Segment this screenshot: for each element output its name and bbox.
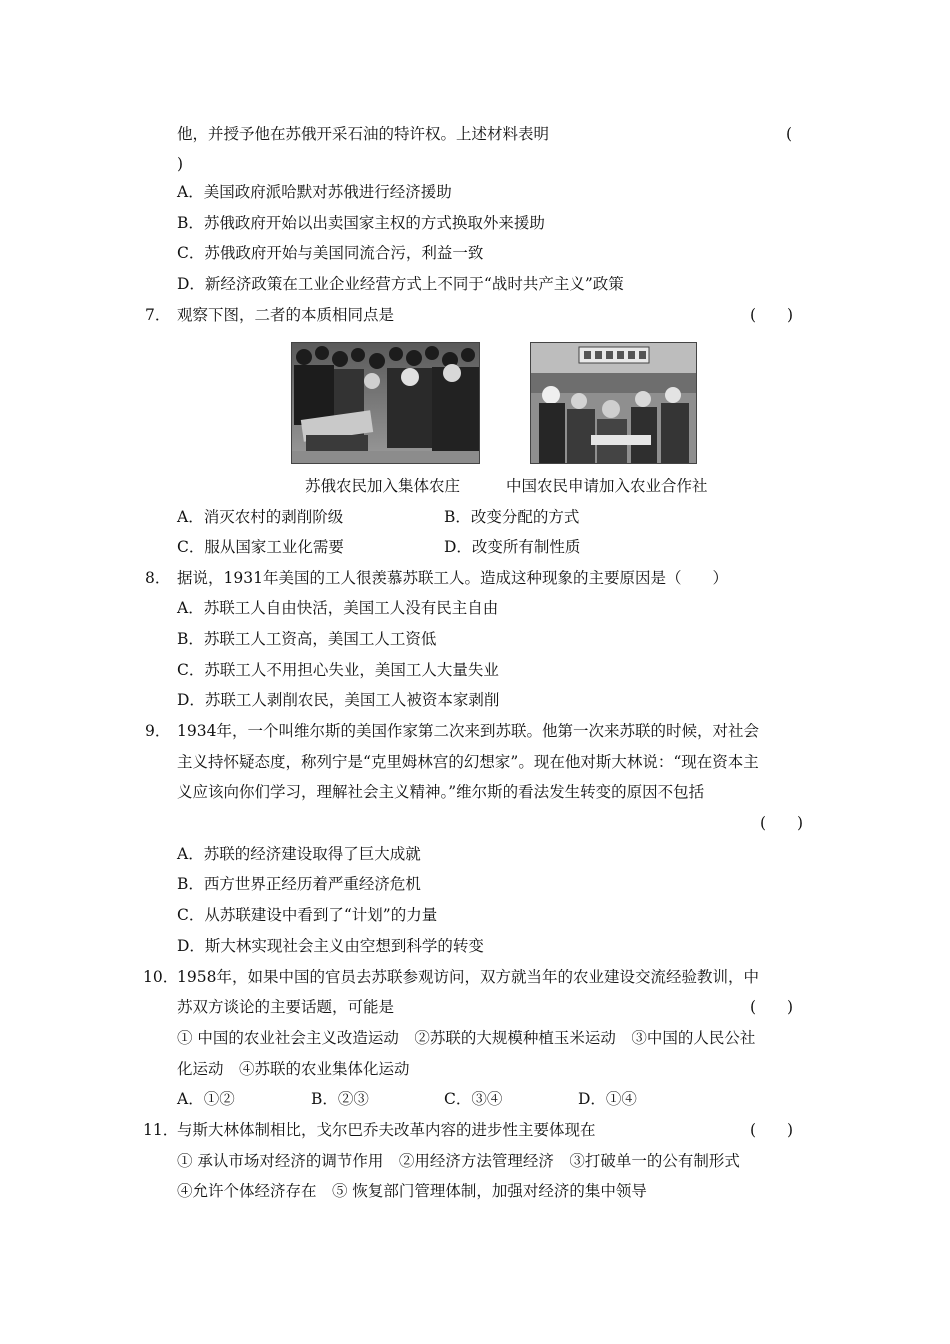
q11-items-line1: ① 承认市场对经济的调节作用 ②用经济方法管理经济 ③打破单一的公有制形式 (177, 1152, 740, 1170)
q10-option-c: C．③④ (444, 1090, 503, 1108)
q10-stem-line2: 苏双方谈论的主要话题，可能是 (177, 998, 395, 1016)
q9-option-c: C．从苏联建设中看到了“计划”的力量 (177, 906, 438, 924)
q10-items-line2: 化运动 ④苏联的农业集体化运动 (177, 1060, 410, 1078)
q8-option-c: C．苏联工人不用担心失业，美国工人大量失业 (177, 661, 499, 679)
q7-answer-paren: ( ) (750, 306, 794, 324)
q10-option-a: A．①② (177, 1090, 235, 1108)
q7-option-d: D．改变所有制性质 (444, 538, 581, 556)
q9-stem-line3: 义应该向你们学习，理解社会主义精神。”维尔斯的看法发生转变的原因不包括 (177, 783, 705, 801)
photo-chinese-cooperative (530, 342, 697, 464)
q10-option-b: B．②③ (311, 1090, 369, 1108)
q9-option-b: B．西方世界正经历着严重经济危机 (177, 875, 421, 893)
q11-number: 11． (143, 1121, 179, 1139)
q11-stem: 与斯大林体制相比，戈尔巴乔夫改革内容的进步性主要体现在 (177, 1121, 596, 1139)
q10-stem-line1: 1958年，如果中国的官员去苏联参观访问，双方就当年的农业建设交流经验教训，中 (177, 968, 759, 986)
q10-answer-paren: ( ) (750, 998, 794, 1016)
q9-option-d: D．斯大林实现社会主义由空想到科学的转变 (177, 937, 484, 955)
photo-soviet-collective-farm (291, 342, 480, 464)
q8-stem: 据说，1931年美国的工人很羡慕苏联工人。造成这种现象的主要原因是（ ） (177, 569, 728, 587)
q9-stem-line2: 主义持怀疑态度，称列宁是“克里姆林宫的幻想家”。现在他对斯大林说：“现在资本主 (177, 753, 759, 771)
q11-answer-paren: ( ) (750, 1121, 794, 1139)
q7-option-b: B．改变分配的方式 (444, 508, 580, 526)
q6-option-b: B．苏俄政府开始以出卖国家主权的方式换取外来援助 (177, 214, 545, 232)
q7-option-a: A．消灭农村的剥削阶级 (177, 508, 344, 526)
q9-answer-paren: ( ) (760, 814, 804, 832)
q6-option-d: D．新经济政策在工业企业经营方式上不同于“战时共产主义”政策 (177, 275, 624, 293)
q6-paren-close: ) (177, 155, 184, 173)
q9-number: 9． (145, 722, 171, 740)
photo-caption-left: 苏俄农民加入集体农庄 (305, 477, 461, 495)
q7-number: 7． (145, 306, 171, 324)
q8-option-d: D．苏联工人剥削农民，美国工人被资本家剥削 (177, 691, 500, 709)
q8-option-b: B．苏联工人工资高，美国工人工资低 (177, 630, 437, 648)
q6-continuation: 他，并授予他在苏俄开采石油的特许权。上述材料表明 (177, 125, 550, 143)
q9-option-a: A．苏联的经济建设取得了巨大成就 (177, 845, 421, 863)
q8-option-a: A．苏联工人自由快活，美国工人没有民主自由 (177, 599, 499, 617)
q6-option-c: C．苏俄政府开始与美国同流合污，利益一致 (177, 244, 484, 262)
q6-paren-open: ( (786, 125, 793, 143)
q10-option-d: D．①④ (578, 1090, 637, 1108)
q10-items-line1: ① 中国的农业社会主义改造运动 ②苏联的大规模种植玉米运动 ③中国的人民公社 (177, 1029, 756, 1047)
photo-caption-right: 中国农民申请加入农业合作社 (506, 477, 708, 495)
q8-number: 8． (145, 569, 171, 587)
q11-items-line2: ④允许个体经济存在 ⑤ 恢复部门管理体制，加强对经济的集中领导 (177, 1182, 647, 1200)
q7-option-c: C．服从国家工业化需要 (177, 538, 344, 556)
q10-number: 10． (143, 968, 179, 986)
q6-option-a: A．美国政府派哈默对苏俄进行经济援助 (177, 183, 452, 201)
q9-stem-line1: 1934年，一个叫维尔斯的美国作家第二次来到苏联。他第一次来苏联的时候，对社会 (177, 722, 759, 740)
q7-stem: 观察下图，二者的本质相同点是 (177, 306, 395, 324)
